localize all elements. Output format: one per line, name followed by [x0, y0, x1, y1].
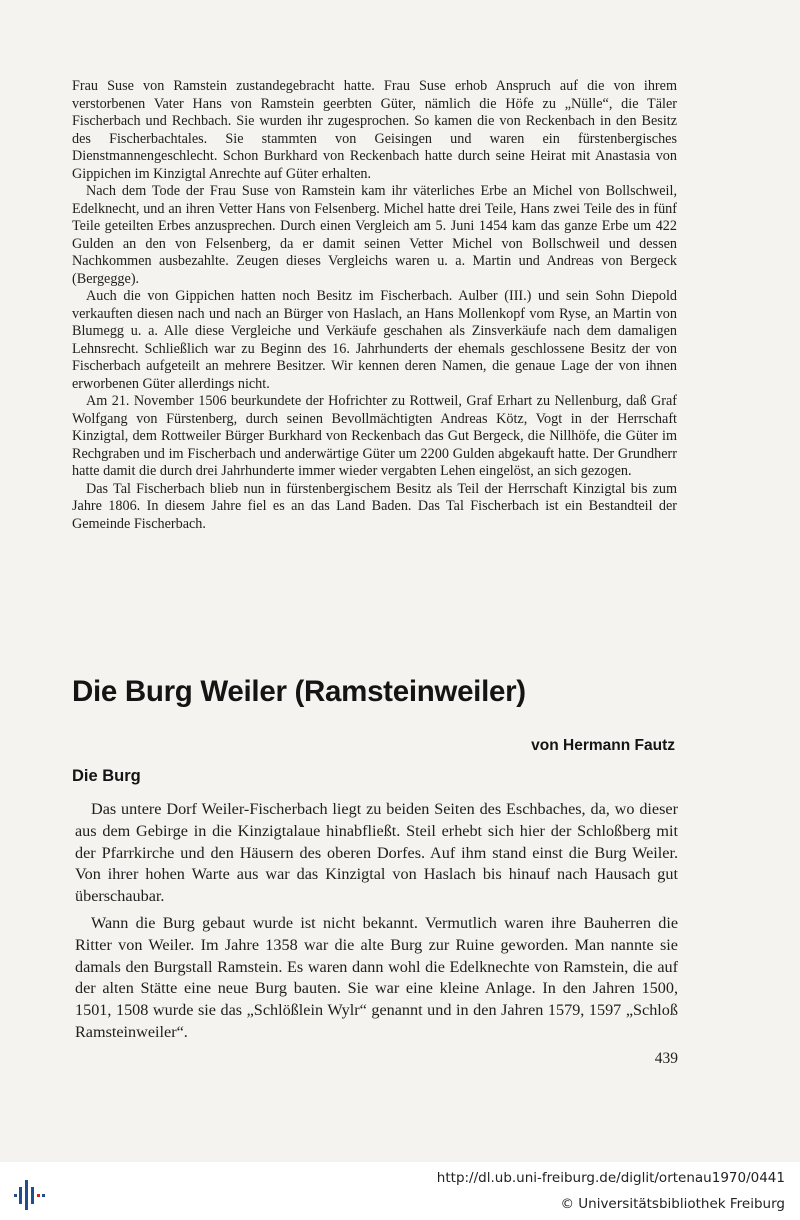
article-title: Die Burg Weiler (Ramsteinweiler) [72, 675, 526, 708]
text-paragraph: Wann die Burg gebaut wurde ist nicht bekannt. Vermutlich waren ihre Bauherren die Ritter von Weiler. Im Jahre 1358 war die alte Burg zur Ruine geworden. Man nannte sie damals den Burgstall Ramstein. Es waren dann wohl die Edelknechte von Ramstein, die auf der alten Stätte eine neue Burg bauten. Sie war eine kleine Anlage. In den Jahren 1500, 1501, 1508 wurde sie das „Schlößlein Wylr“ genannt und in den Jahren 1579, 1597 „Schloß Ramsteinweiler“. [75, 913, 678, 1041]
text-paragraph: Das Tal Fischerbach blieb nun in fürstenbergischem Besitz als Teil der Herrschaft Kinzigtal bis zum Jahre 1806. In diesem Jahre fiel es an das Land Baden. Das Tal Fischerbach ist ein Bestandteil der Gemeinde Fischerbach. [72, 480, 677, 532]
article-author: von Hermann Fautz [531, 737, 675, 754]
page-number: 439 [654, 1050, 678, 1067]
text-paragraph: Das untere Dorf Weiler-Fischerbach liegt zu beiden Seiten des Eschbaches, da, wo dieser aus dem Gebirge in die Kinzigtalaue hinabfließt. Steil erhebt sich hier der Schloßberg mit der Pfarrkirche und den Häusern des oberen Dorfes. Auf ihm stand einst die Burg Weiler. Von ihrer hohen Warte aus war das Kinzigtal von Haslach bis hinauf nach Hausach gut überschaubar. [75, 800, 678, 906]
text-paragraph: Frau Suse von Ramstein zustandegebracht hatte. Frau Suse erhob Anspruch auf die von ihrem verstorbenen Vater Hans von Ramstein geerbten Güter, nämlich die Höfe zu „Nülle“, die Täler Fischerbach und Rechbach. Sie wurden ihr zugesprochen. So kamen die von Reckenbach in den Besitz des Fischerbachtales. Sie stammten von Geisingen und waren ein fürstenbergisches Dienstmannengeschlecht. Schon Burkhard von Reckenbach hatte durch seine Heirat mit Anastasia von Gippichen im Kinzigtal Anrechte auf Güter erhalten. [72, 78, 677, 182]
text-paragraph: Auch die von Gippichen hatten noch Besitz im Fischerbach. Aulber (III.) und sein Sohn Diepold verkauften diesen nach und nach an Bürger von Haslach, an Hans Mollenkopf vom Ryse, an Martin von Blumegg u. a. Alle diese Vergleiche und Verkäufe geschahen als Zinsverkäufe nach dem damaligen Lehnsrecht. Schließlich war zu Beginn des 16. Jahrhunderts der ehemals geschlossene Besitz der von Fischerbach aufgeteilt an mehrere Besitzer. Wir kennen deren Namen, die genaue Lage der von ihnen erworbenen Güter allerdings nicht. [72, 288, 677, 392]
section-heading: Die Burg [72, 767, 141, 785]
digitization-footer [0, 1162, 800, 1220]
ub-freiburg-logo-icon [8, 1172, 50, 1212]
article-body [75, 799, 678, 1049]
text-paragraph: Am 21. November 1506 beurkundete der Hofrichter zu Rottweil, Graf Erhart zu Nellenburg, daß Graf Wolfgang von Fürstenberg, durch seinen Bevollmächtigten Andreas Kötz, Vogt in der Herrschaft Kinzigtal, dem Rottweiler Bürger Burkhard von Reckenbach das Gut Bergeck, die Nillhöfe, die Güter im Rechgraben und im Fischerbach und anderwärtige Güter um 2200 Gulden abgekauft hatte. Der Grundherr hatte damit die durch drei Jahrhunderte immer wieder vergabten Lehen eingelöst, an sich gezogen. [72, 393, 677, 479]
continued-text-section [72, 78, 677, 533]
permalink-url[interactable]: http://dl.ub.uni-freiburg.de/diglit/ortenau1970/0441 [436, 1170, 785, 1186]
copyright-notice: © Universitätsbibliothek Freiburg [560, 1196, 785, 1212]
text-paragraph: Nach dem Tode der Frau Suse von Ramstein kam ihr väterliches Erbe an Michel von Bollschweil, Edelknecht, und an ihren Vetter Hans von Felsenberg. Michel hatte drei Teile, Hans zwei Teile des in fünf Teile geteilten Erbes anzusprechen. Durch einen Vergleich am 5. Juni 1454 kam das ganze Erbe um 422 Gulden an den von Felsenberg, da er damit seinen Vetter Michel von Bollschweil und dessen Nachkommen ausbezahlte. Zeugen dieses Vergleichs waren u. a. Martin und Andreas von Bergeck (Bergegge). [72, 183, 677, 287]
